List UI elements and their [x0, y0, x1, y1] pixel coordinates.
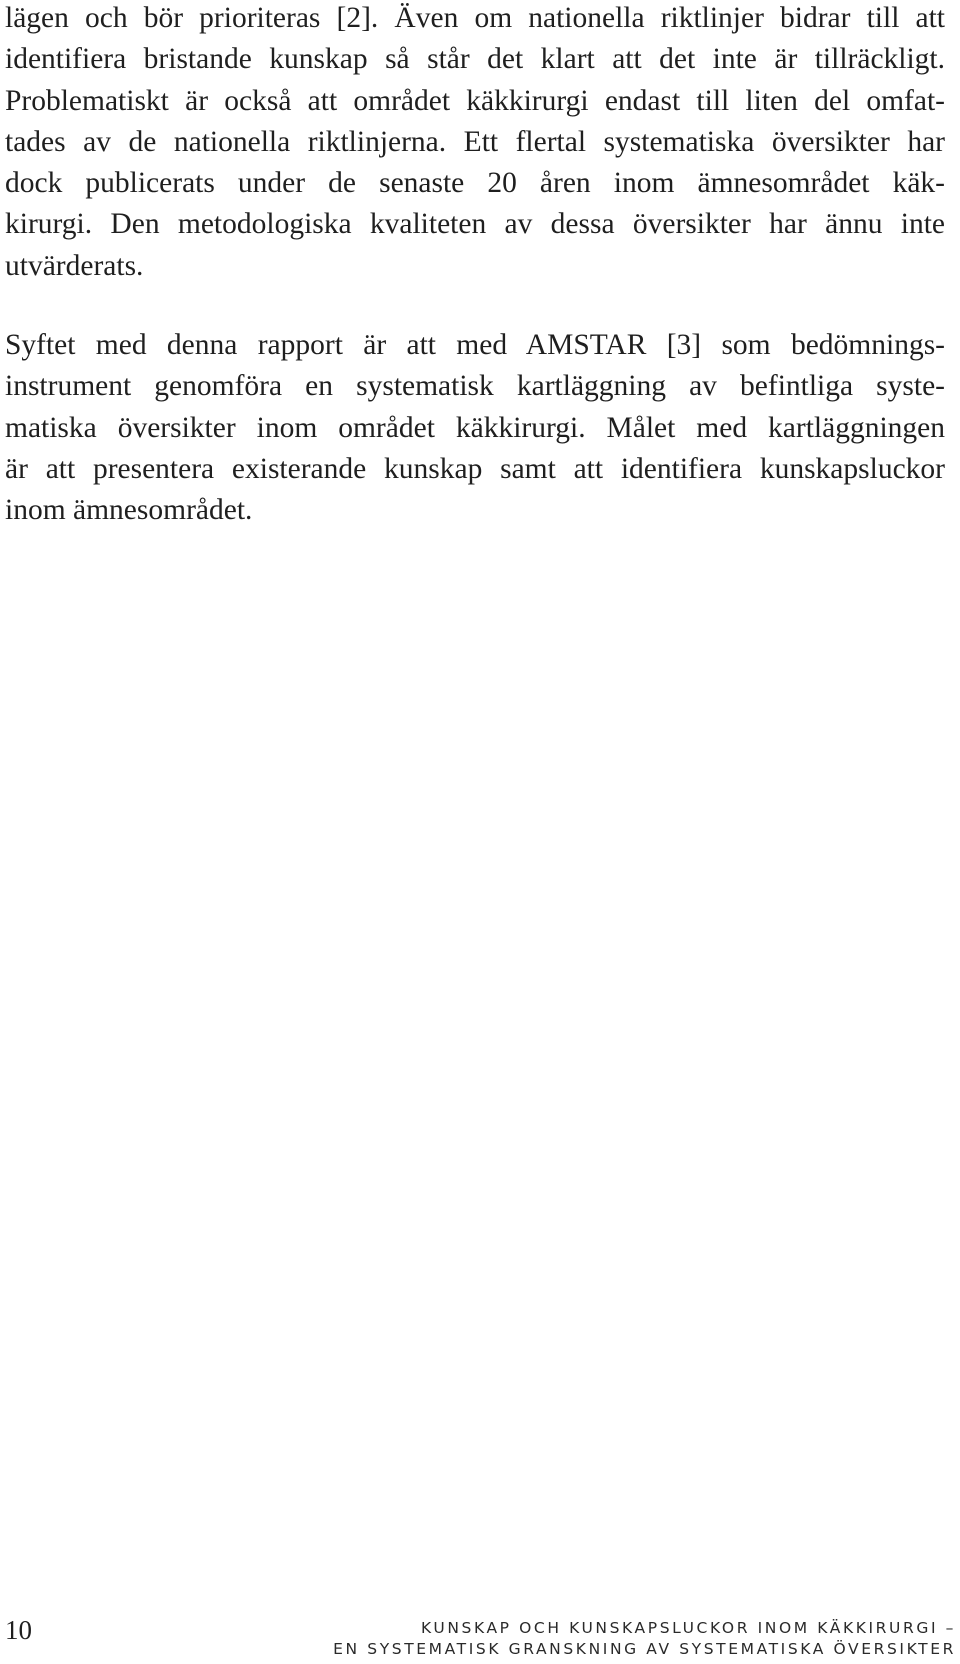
paragraph-line: tades av de nationella riktlinjerna. Ett flertal systematiska översikter har — [5, 125, 945, 158]
paragraph-line: är att presentera existerande kunskap samt att identifiera kunskapsluckor — [5, 452, 945, 485]
running-footer — [333, 1618, 956, 1660]
paragraph-background — [5, 0, 945, 287]
running-title-line-2: EN SYSTEMATISK GRANSKNING AV SYSTEMATISKA ÖVERSIKTER — [333, 1640, 956, 1658]
paragraph-line: inom ämnesområdet. — [5, 494, 253, 527]
paragraph-purpose — [5, 325, 945, 531]
paragraph-line: matiska översikter inom området käkkirurgi. Målet med kartläggningen — [5, 411, 945, 444]
paragraph-line: identifiera bristande kunskap så står det klart att det inte är tillräckligt. — [5, 43, 945, 76]
paragraph-line: lägen och bör prioriteras [2]. Även om nationella riktlinjer bidrar till att — [5, 2, 945, 34]
page-number: 10 — [5, 1615, 32, 1645]
paragraph-line: instrument genomföra en systematisk kartläggning av befintliga syste- — [5, 370, 945, 403]
paragraph-line: dock publicerats under de senaste 20 åren inom ämnesområdet käk- — [5, 167, 945, 200]
paragraph-line: kirurgi. Den metodologiska kvaliteten av dessa översikter har ännu inte — [5, 208, 945, 241]
paragraph-line: utvärderats. — [5, 249, 144, 282]
paragraph-line: Syftet med denna rapport är att med AMSTAR [3] som bedömnings- — [5, 329, 945, 361]
running-title-line-1: KUNSKAP OCH KUNSKAPSLUCKOR INOM KÄKKIRURGI – — [421, 1619, 956, 1637]
paragraph-line: Problematiskt är också att området käkkirurgi endast till liten del omfat- — [5, 84, 945, 117]
